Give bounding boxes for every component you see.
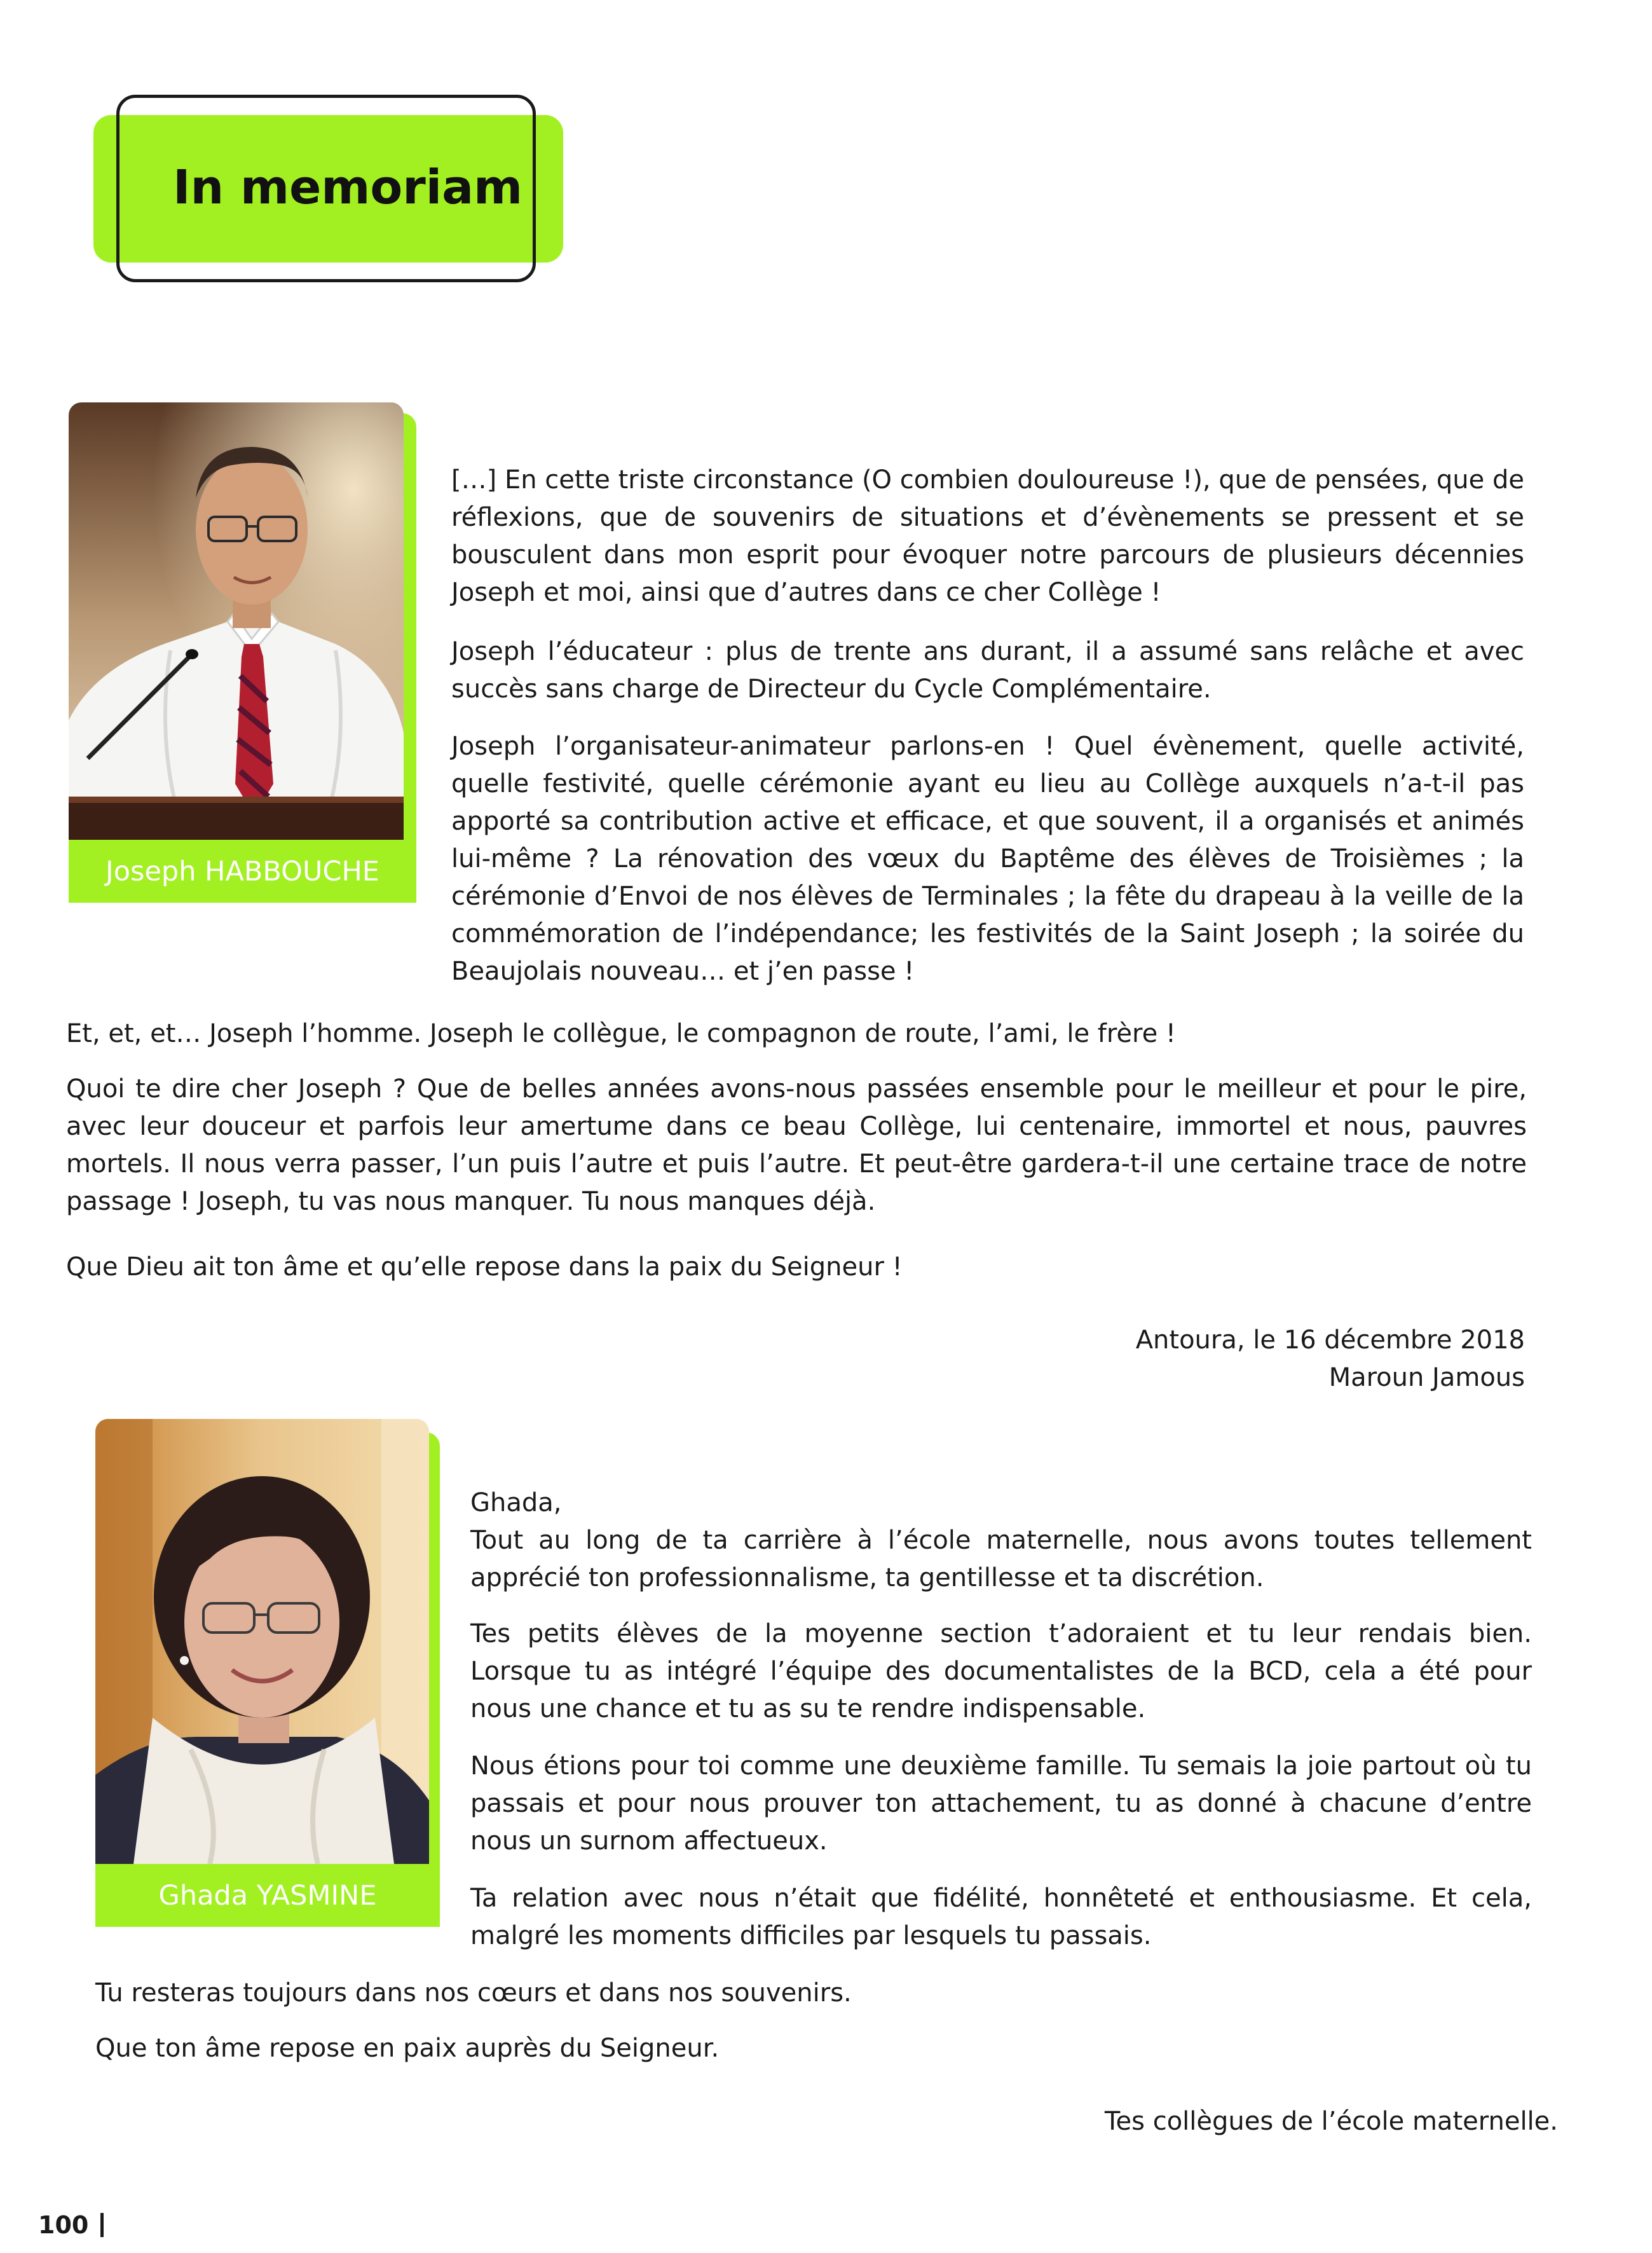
page-number: 100 (38, 2211, 89, 2239)
portrait-ghada-yasmine (95, 1419, 429, 1864)
tribute2-greeting: Ghada, (470, 1488, 562, 1517)
tribute1-paragraph: Joseph l’organisateur-animateur parlons-en ! Quel évènement, quelle activité, quelle festivité, quelle cérémonie ayant eu lieu au Collège auxquels n’a-t-il pas apporté sa contribution active et efficace, et que souvent, il a organisés et animés lui-même ? La rénovation des vœux du Baptême des élèves de Troisièmes ; la cérémonie d’Envoi de nos élèves de Terminales ; la fête du drapeau à la veille de la commémoration de l’indépendance; les festivités de la Saint Joseph ; la soirée du Beaujolais nouveau… et j’en passe ! (451, 732, 1524, 986)
tribute2-paragraph: Tu resteras toujours dans nos cœurs et dans nos souvenirs. (95, 1978, 852, 2008)
signature-place-date: Antoura, le 16 décembre 2018 (1135, 1325, 1525, 1355)
tribute2-paragraph: Nous étions pour toi comme une deuxième famille. Tu semais la joie partout où tu passais et pour nous prouver ton attachement, tu as donné à chacune d’entre nous un surnom affectueux. (470, 1751, 1532, 1856)
tribute2-paragraph: Tout au long de ta carrière à l’école maternelle, nous avons toutes tellement apprécié ton professionnalisme, ta gentillesse et ta discrétion. (470, 1526, 1532, 1592)
tribute2-paragraph: Ta relation avec nous n’était que fidélité, honnêteté et enthousiasme. Et cela, malgré les moments difficiles par lesquels tu passais. (470, 1884, 1532, 1950)
signature: Tes collègues de l’école maternelle. (1104, 2107, 1558, 2136)
tribute1-paragraph: Joseph l’éducateur : plus de trente ans durant, il a assumé sans relâche et avec succès sans charge de Directeur du Cycle Complémentaire. (451, 637, 1524, 704)
page-number-divider (100, 2213, 104, 2237)
page-title: In memoriam (173, 160, 523, 215)
tribute2-paragraph: Que ton âme repose en paix auprès du Seigneur. (95, 2034, 720, 2063)
tribute1-paragraph: […] En cette triste circonstance (O combien douloureuse !), que de pensées, que de réflexions, que de souvenirs de situations et d’évènements se pressent et se bousculent dans mon esprit pour évoquer notre parcours de plusieurs décennies Joseph et moi, ainsi que d’autres dans ce cher Collège ! (451, 465, 1524, 607)
tribute1-paragraph: Que Dieu ait ton âme et qu’elle repose dans la paix du Seigneur ! (66, 1252, 903, 1282)
tribute1-paragraph: Quoi te dire cher Joseph ? Que de belles années avons-nous passées ensemble pour le meilleur et pour le pire, avec leur douceur et parfois leur amertume dans ce beau Collège, lui centenaire, immortel et nous, pauvres mortels. Il nous verra passer, l’un puis l’autre et puis l’autre. Et peut-être gardera-t-il une certaine trace de notre passage ! Joseph, tu vas nous manquer. Tu nous manques déjà. (66, 1074, 1527, 1216)
photo-caption: Ghada YASMINE (95, 1864, 440, 1927)
tribute1-paragraph: Et, et, et… Joseph l’homme. Joseph le collègue, le compagnon de route, l’ami, le frère ! (66, 1019, 1176, 1048)
portrait-joseph-habbouche (69, 402, 404, 840)
tribute2-paragraph: Tes petits élèves de la moyenne section t’adoraient et tu leur rendais bien. Lorsque tu as intégré l’équipe des documentalistes de la BCD, cela a été pour nous une chance et tu as su te rendre indispensable. (470, 1619, 1532, 1723)
photo-caption: Joseph HABBOUCHE (69, 840, 416, 903)
signature-name: Maroun Jamous (1328, 1363, 1525, 1392)
